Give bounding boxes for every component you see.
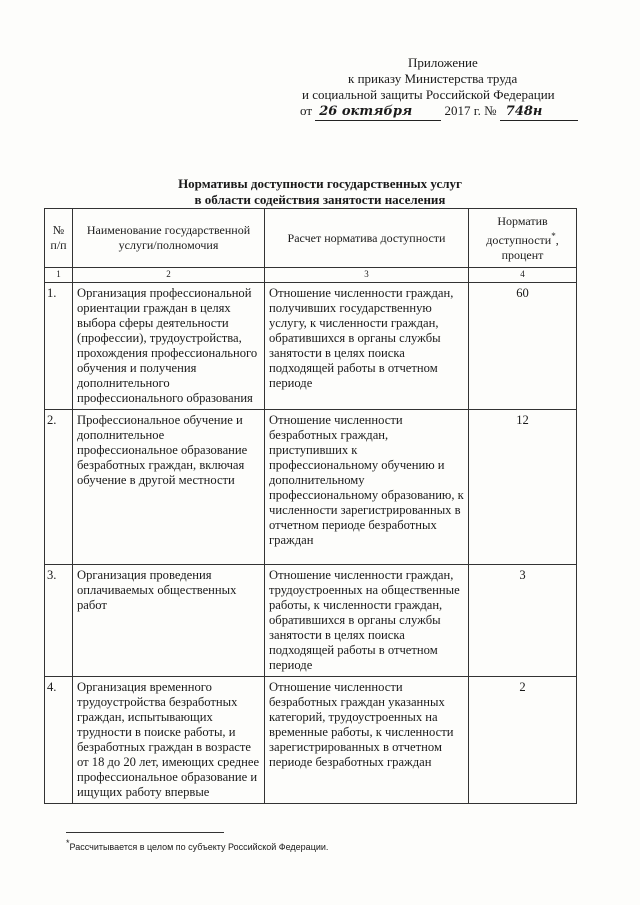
norm-value: 3 [469, 565, 577, 677]
norms-table [44, 208, 577, 804]
column-index-row [45, 268, 577, 283]
table-row [45, 677, 577, 804]
calculation-text: Отношение численности граждан, трудоустроенных на общественные работы, к численности граждан, обратившихся в органы службы занятости в целях поиска подходящей работы в отчетном периоде [265, 565, 469, 677]
header-norm-unit: , процент [501, 232, 559, 262]
header-norm-mark: * [551, 230, 556, 241]
column-index: 2 [73, 268, 265, 283]
service-name: Организация временного трудоустройства безработных граждан, испытывающих трудности в поиске работы, и безработных граждан в возрасте от 18 до 20 лет, имеющих среднее профессиональное образование и ищущих работу впервые [73, 677, 265, 804]
title-line-2: в области содействия занятости населения [194, 192, 446, 207]
footnote [66, 838, 328, 852]
year-number-label: 2017 г. № [444, 103, 497, 118]
footnote-text: Рассчитывается в целом по субъекту Российской Федерации. [69, 842, 329, 852]
appendix-header [300, 55, 590, 121]
service-name: Организация проведения оплачиваемых общественных работ [73, 565, 265, 677]
column-index: 4 [469, 268, 577, 283]
service-name: Профессиональное обучение и дополнительное профессиональное образование безработных граждан, включая обучение в другой местности [73, 410, 265, 565]
title-line-1: Нормативы доступности государственных услуг [178, 176, 462, 191]
table-row [45, 283, 577, 410]
handwritten-order-number: 748н [500, 104, 578, 121]
header-service: Наименование государственной услуги/полномочия [73, 209, 265, 268]
column-index: 3 [265, 268, 469, 283]
norm-value: 2 [469, 677, 577, 804]
table-row [45, 410, 577, 565]
header-norm [469, 209, 577, 268]
calculation-text: Отношение численности безработных граждан, приступивших к профессиональному обучению и дополнительному профессиональному образованию, к численности зарегистрированных в отчетном периоде безработных граждан [265, 410, 469, 565]
column-index: 1 [45, 268, 73, 283]
calculation-text: Отношение численности граждан, получивших государственную услугу, к численности граждан, обратившихся в органы службы занятости в целях поиска подходящей работы в отчетном периоде [265, 283, 469, 410]
appendix-order-line: к приказу Министерства труда [348, 71, 518, 86]
footnote-mark: * [66, 838, 70, 848]
row-number: 2. [45, 410, 73, 565]
header-num: № п/п [45, 209, 73, 268]
header-calculation: Расчет норматива доступности [265, 209, 469, 268]
row-number: 4. [45, 677, 73, 804]
handwritten-date: 26 октября [315, 104, 441, 121]
header-norm-label: Норматив доступности [486, 213, 552, 247]
calculation-text: Отношение численности безработных граждан указанных категорий, трудоустроенных на временные работы, к численности зарегистрированных в отчетном периоде безработных граждан [265, 677, 469, 804]
from-label: от [300, 103, 313, 118]
row-number: 1. [45, 283, 73, 410]
appendix-title: Приложение [408, 55, 478, 70]
appendix-date-number-line [300, 103, 590, 121]
table-header-row [45, 209, 577, 268]
service-name: Организация профессиональной ориентации граждан в целях выбора сферы деятельности (профессии), трудоустройства, прохождения профессионального обучения и получения дополнительного профессионального образования [73, 283, 265, 410]
appendix-ministry-line: и социальной защиты Российской Федерации [302, 87, 555, 102]
norm-value: 60 [469, 283, 577, 410]
row-number: 3. [45, 565, 73, 677]
footnote-divider [66, 832, 224, 833]
document-title [160, 176, 480, 208]
table-row [45, 565, 577, 677]
norm-value: 12 [469, 410, 577, 565]
